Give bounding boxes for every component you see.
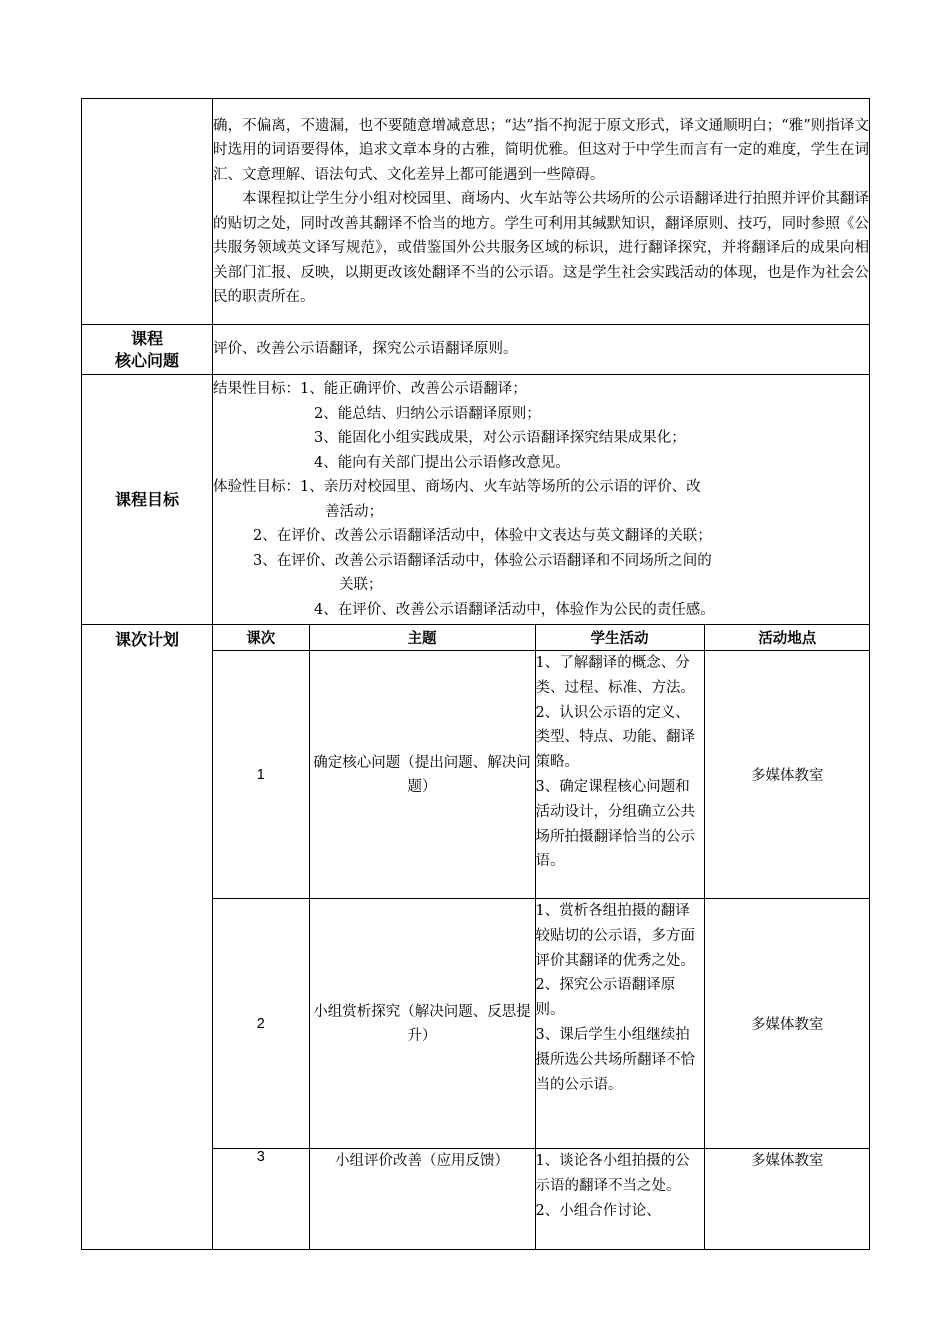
lesson-location: 多媒体教室 bbox=[704, 899, 870, 1149]
header-theme: 主题 bbox=[309, 625, 535, 651]
lesson-theme: 确定核心问题（提出问题、解决问题） bbox=[309, 651, 535, 899]
experience-goal-1: 体验性目标：1、亲历对校园里、商场内、火车站等场所的公示语的评价、改 bbox=[213, 479, 701, 495]
lesson-activities: 1、了解翻译的概念、分类、过程、标准、方法。 2、认识公示语的定义、类型、特点、功能、翻译策略。 3、确定课程核心问题和活动设计，分组确立公共场所拍摄翻译恰当的公示语。 bbox=[535, 651, 704, 899]
result-goal-4: 4、能向有关部门提出公示语修改意见。 bbox=[314, 454, 570, 471]
intro-paragraph-2: 本课程拟让学生分小组对校园里、商场内、火车站等公共场所的公示语翻译进行拍照并评价其翻译的贴切之处，同时改善其翻译不恰当的地方。学生可利用其缄默知识，翻译原则、技巧，同时参照《公共服务领域英文译写规范》，或借鉴国外公共服务区域的标识，进行翻译探究，并将翻译后的成果向相关部门汇报、反映，以期更改该处翻译不当的公示语。这是学生社会实践活动的体现，也是作为社会公民的职责所在。 bbox=[213, 191, 869, 305]
plan-label: 课次计划 bbox=[82, 625, 213, 1250]
course-table bbox=[81, 98, 870, 1250]
plan-row bbox=[82, 625, 870, 1250]
goals-label: 课程目标 bbox=[82, 375, 213, 625]
plan-table-cell bbox=[213, 625, 870, 1250]
table-row bbox=[213, 899, 870, 1149]
header-location: 活动地点 bbox=[704, 625, 870, 651]
lesson-number: 2 bbox=[213, 899, 309, 1149]
intro-label-cell bbox=[82, 99, 213, 325]
intro-row bbox=[82, 99, 870, 325]
goals-row bbox=[82, 375, 870, 625]
plan-header-row bbox=[213, 625, 870, 651]
experience-goal-3: 3、在评价、改善公示语翻译活动中，体验公示语翻译和不同场所之间的 bbox=[253, 552, 712, 569]
header-activities: 学生活动 bbox=[535, 625, 704, 651]
table-row bbox=[213, 651, 870, 899]
experience-goal-1-cont: 善活动； bbox=[325, 503, 383, 520]
lesson-number: 3 bbox=[213, 1149, 309, 1249]
lesson-activities: 1、赏析各组拍摄的翻译较贴切的公示语，多方面评价其翻译的优秀之处。 2、探究公示语翻译原则。 3、课后学生小组继续拍摄所选公共场所翻译不恰当的公示语。 bbox=[535, 899, 704, 1149]
document-page bbox=[81, 98, 869, 1250]
core-question-label: 课程 核心问题 bbox=[82, 325, 213, 375]
experience-goal-3-cont: 关联； bbox=[339, 577, 383, 593]
result-goal-3: 3、能固化小组实践成果，对公示语翻译探究结果成果化； bbox=[314, 430, 686, 446]
lesson-activities: 1、谈论各小组拍摄的公示语的翻译不当之处。 2、小组合作讨论、 bbox=[535, 1149, 704, 1249]
intro-paragraph-1: 确，不偏离，不遗漏，也不要随意增减意思；“达”指不拘泥于原文形式，译文通顺明白；“雅”则指译文时选用的词语要得体，追求文章本身的古雅，简明优雅。但这对于中学生而言有一定的难度，学生在词汇、文意理解、语法句式、文化差异上都可能遇到一些障碍。 bbox=[213, 117, 869, 183]
lesson-location: 多媒体教室 bbox=[704, 651, 870, 899]
experience-goal-2: 2、在评价、改善公示语翻译活动中，体验中文表达与英文翻译的关联； bbox=[253, 528, 712, 544]
table-row bbox=[213, 1149, 870, 1249]
goals-content bbox=[213, 375, 870, 625]
core-question-row bbox=[82, 325, 870, 375]
result-goal-2: 2、能总结、归纳公示语翻译原则； bbox=[314, 405, 541, 422]
result-goal-1: 结果性目标：1、能正确评价、改善公示语翻译； bbox=[213, 381, 527, 397]
experience-goal-4: 4、在评价、改善公示语翻译活动中，体验作为公民的责任感。 bbox=[314, 601, 715, 618]
core-question-text: 评价、改善公示语翻译，探究公示语翻译原则。 bbox=[213, 325, 870, 375]
lesson-location: 多媒体教室 bbox=[704, 1149, 870, 1249]
lesson-theme: 小组评价改善（应用反馈） bbox=[309, 1149, 535, 1249]
lesson-number: 1 bbox=[213, 651, 309, 899]
plan-table bbox=[213, 625, 870, 1249]
header-lesson: 课次 bbox=[213, 625, 309, 651]
lesson-theme: 小组赏析探究（解决问题、反思提升） bbox=[309, 899, 535, 1149]
intro-text-cell bbox=[213, 99, 870, 325]
